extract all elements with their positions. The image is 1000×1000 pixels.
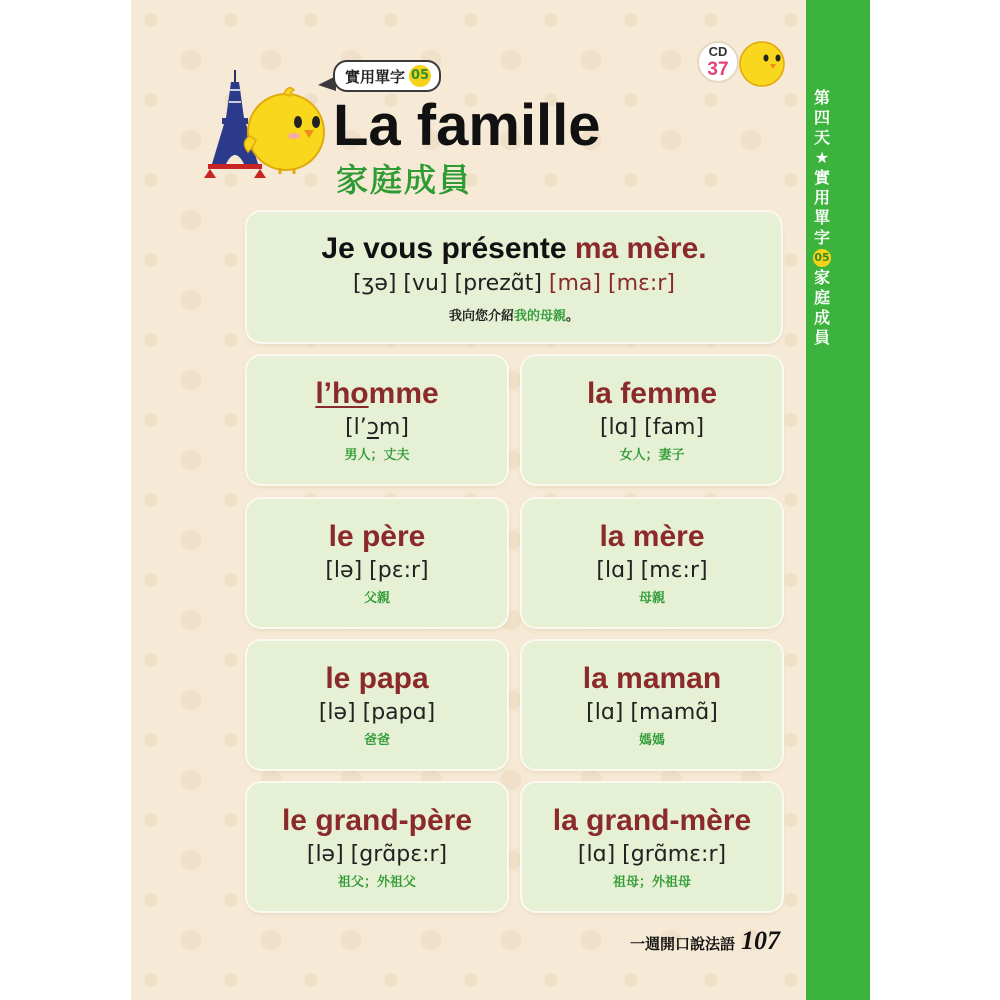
example-sentence [321, 231, 706, 267]
sidebar-char: 單 [813, 208, 830, 227]
vocab-card-pere [247, 499, 507, 627]
cd-label: CD [708, 44, 728, 59]
cd-number: 37 [707, 59, 729, 80]
vocab-translation: 媽媽 [638, 733, 665, 748]
sidebar-char: 天 [813, 128, 830, 147]
chick-mascot-icon [240, 82, 328, 174]
vocab-translation: 祖母；外祖母 [612, 875, 691, 890]
sidebar-char: 第 [813, 88, 830, 107]
sidebar-char: 成 [813, 308, 830, 327]
example-translation [449, 305, 579, 324]
vocab-card-papa [247, 641, 507, 769]
vocab-card-femme [522, 356, 782, 484]
vocab-ipa: [lɑ] [mɛ:r] [596, 558, 708, 583]
sidebar-char: 員 [813, 328, 830, 347]
vocab-ipa: [lə] [grɑ̃pɛ:r] [306, 842, 448, 867]
vocab-translation: 母親 [638, 591, 665, 606]
sidebar-char: 四 [813, 108, 830, 127]
vocab-word [315, 376, 438, 412]
page-footer [630, 926, 780, 956]
sidebar-char: 用 [813, 188, 830, 207]
sidebar-char: 實 [813, 168, 830, 187]
vocab-translation: 爸爸 [363, 733, 390, 748]
sidebar-char: 庭 [813, 288, 830, 307]
section-number-badge: 05 [409, 65, 431, 87]
translation-plain: 我向您介紹 [448, 308, 514, 324]
word-underlined-part: l’ho [315, 377, 369, 410]
sentence-highlight: ma mère. [574, 231, 707, 265]
sidebar-chapter-label [812, 88, 832, 348]
sidebar-star: ★ [814, 148, 830, 167]
vocab-word: le papa [325, 662, 429, 695]
cd-chick-icon [696, 34, 788, 90]
example-ipa [353, 269, 675, 299]
vocab-translation: 祖父；外祖父 [337, 875, 416, 890]
vocab-word: le grand-père [281, 804, 473, 837]
word-rest: mme [368, 377, 439, 410]
vocab-card-grand-mere [522, 783, 782, 911]
ipa-part: m] [378, 415, 409, 440]
ipa-underlined-part: ɔ [366, 415, 379, 440]
translation-end: 。 [566, 308, 580, 324]
ipa-part: [l’ [345, 415, 367, 440]
ipa-plain: [ʒə] [vu] [prezɑ̃t] [353, 270, 549, 296]
vocab-word: la grand-mère [552, 804, 752, 837]
vocab-ipa: [lɑ] [fam] [599, 415, 705, 440]
vocab-ipa: [lɑ] [mamɑ̃] [586, 700, 718, 725]
sidebar-number-badge: 05 [813, 249, 831, 267]
sentence-plain: Je vous présente [321, 231, 575, 265]
vocab-word: le père [328, 520, 426, 553]
page-title: La famille [333, 93, 601, 158]
vocab-ipa: [lə] [papɑ] [318, 700, 436, 725]
cd-track-badge [696, 34, 788, 94]
page-subtitle: 家庭成員 [336, 161, 473, 199]
section-tag [333, 60, 441, 92]
book-title: 一週開口說法語 [630, 935, 736, 953]
vocab-translation: 男人；丈夫 [344, 448, 410, 463]
vocab-word: la femme [586, 377, 718, 410]
vocab-card-mere [522, 499, 782, 627]
vocab-card-homme [247, 356, 507, 484]
vocab-ipa: [lə] [pɛ:r] [325, 558, 429, 583]
translation-highlight: 我的母親 [513, 308, 566, 324]
vocab-translation: 父親 [363, 591, 390, 606]
example-sentence-card [247, 212, 781, 342]
section-tag-label: 實用單字 [345, 67, 406, 86]
vocab-ipa [345, 414, 409, 442]
vocab-card-maman [522, 641, 782, 769]
sidebar-char: 家 [813, 268, 830, 287]
vocab-card-grand-pere [247, 783, 507, 911]
vocab-word: la maman [582, 662, 722, 695]
page-number: 107 [741, 926, 781, 955]
ipa-highlight: [ma] [mɛ:r] [548, 270, 675, 296]
vocab-translation: 女人；妻子 [619, 448, 685, 463]
vocab-word: la mère [599, 520, 705, 553]
vocab-ipa: [lɑ] [grɑ̃mɛ:r] [577, 842, 727, 867]
sidebar-char: 字 [813, 228, 830, 247]
